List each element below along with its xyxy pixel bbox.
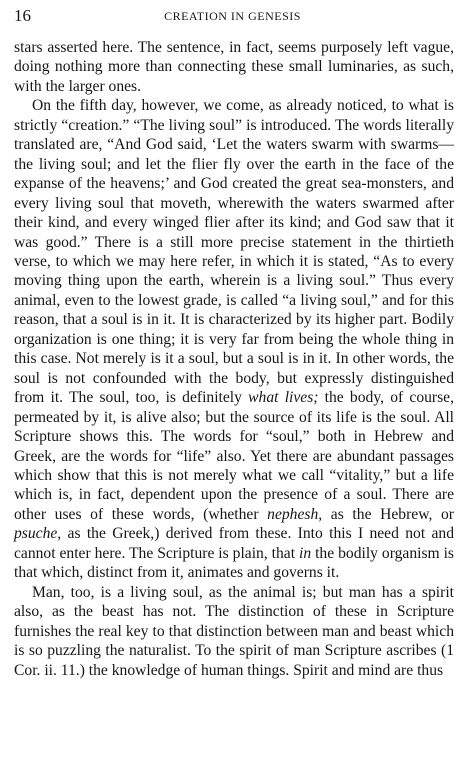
italic-text: psuche, [14, 525, 62, 543]
text-segment: On the fifth day, however, we come, as already noticed, to what is strictly “creation.” “The living soul” is introduced. The words literally translated are, “And God said, ‘Let the waters swarm with swarms—the living soul; and let the flier fly over the earth in the face of the expanse of the heavens;’ and God created the great sea-monsters, and every living soul that moveth, wherewith the waters swarmed after their kind, and every winged flier after its kind; and God saw that it was good.” There is a still more precise statement in the thirtieth verse, to which we may here refer, in which it is stated, “As to every moving thing upon the earth, wherein is a living soul.” Thus every animal, even to the lowest grade, is called “a living soul,” and for this reason, that a soul is in it. It is characterized by its higher part. Bodily organization is one thing; it is very far from being the whole thing in this case. Not merely is it a soul, but a soul is in it. In other words, the soul is not confounded with the body, but expressly distinguished from it. The soul, too, is definitely [14, 97, 454, 407]
italic-text: what lives; [248, 389, 319, 407]
text-segment: the bodily organism is that which, distinct from it, animates and governs it. [14, 544, 454, 582]
paragraph [14, 38, 454, 96]
text-segment: the body, of course, permeated by it, is alive also; but the source of its life is the soul. All Scripture shows this. The words for “soul,” both in Hebrew and Greek, are the words for “life” also. Yet there are abundant passages which show that this is not merely what we call “vitality,” but a life which is, in fact, dependent upon the presence of a soul. There are other uses of these words, (whether [14, 389, 454, 523]
text-segment: Man, too, is a living soul, as the animal is; but man has a spirit also, as the beast has not. The distinction of these in Scripture furnishes the real key to that distinction between man and beast which is so puzzling the naturalist. To the spirit of man Scripture ascribes (1 Cor. ii. 11.) the knowledge of human things. Spirit and mind are thus [14, 583, 454, 679]
running-title: CREATION IN GENESIS [164, 9, 301, 23]
italic-text: nephesh, [267, 505, 323, 523]
paragraph [14, 96, 454, 582]
text-segment: as the Greek,) derived from these. Into this I need not and cannot enter here. The Scripture is plain, that [14, 525, 454, 562]
paragraph [14, 583, 454, 680]
text-segment: stars asserted here. The sentence, in fact, seems purposely left vague, doing nothing more than connecting these small luminaries, as such, with the larger ones. [14, 39, 454, 95]
page-number: 16 [14, 6, 31, 25]
text-segment: as the Hebrew, or [322, 505, 454, 523]
italic-text: in [299, 544, 312, 562]
page-header [14, 6, 451, 26]
body-text [14, 38, 454, 680]
